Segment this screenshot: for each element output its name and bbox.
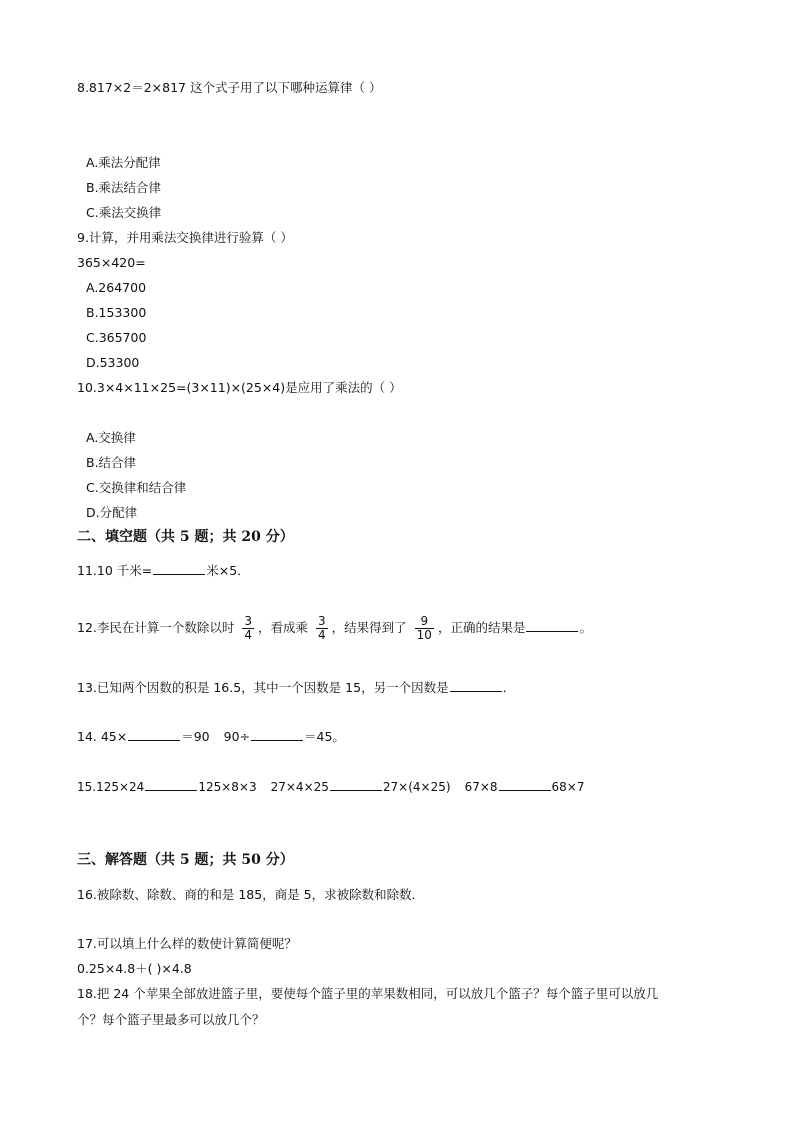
q12-text-1: 12.李民在计算一个数除以时 <box>77 620 235 635</box>
q8-option-a: A.乘法分配律 <box>86 155 161 170</box>
q9-expression: 365×420= <box>77 255 146 270</box>
q13 <box>77 679 515 697</box>
q15-text-2: 125×8×3 <box>198 780 257 794</box>
q12-blank[interactable] <box>526 619 578 632</box>
q12-fraction-1 <box>242 615 254 642</box>
q18-line-2: 个？每个篮子里最多可以放几个？ <box>77 1012 265 1027</box>
q9-stem: 9.计算，并用乘法交换律进行验算（ ） <box>77 230 293 245</box>
q12 <box>77 613 592 643</box>
q14-text-4: ＝45。 <box>304 729 345 744</box>
q11-text-2: 米×5． <box>206 563 250 578</box>
q15-blank-1[interactable] <box>145 778 197 791</box>
section-2-title: 二、填空题（共 5 题；共 20 分） <box>77 529 294 545</box>
q15-text-6: 68×7 <box>551 780 585 794</box>
q8-option-c: C.乘法交换律 <box>86 205 162 220</box>
fraction-denominator: 4 <box>244 628 253 642</box>
fraction-denominator: 4 <box>318 628 326 642</box>
q11-blank[interactable] <box>153 562 205 575</box>
q15-blank-2[interactable] <box>330 778 382 791</box>
section-3-title: 三、解答题（共 5 题；共 50 分） <box>77 852 294 868</box>
q15 <box>77 778 585 796</box>
q13-text-1: 13.已知两个因数的积是 16.5，其中一个因数是 15，另一个因数是 <box>77 680 449 695</box>
q9-option-c: C.365700 <box>86 330 147 345</box>
q12-fraction-2 <box>316 615 328 642</box>
q14-text-2: ＝90 <box>181 729 210 744</box>
q16-stem: 16.被除数、除数、商的和是 185，商是 5，求被除数和除数． <box>77 887 425 902</box>
q10-stem: 10.3×4×11×25=(3×11)×(25×4)是应用了乘法的（ ） <box>77 380 402 395</box>
q10-option-c: C.交换律和结合律 <box>86 480 187 495</box>
q14 <box>77 728 345 746</box>
q14-blank-1[interactable] <box>128 728 180 741</box>
fraction-numerator: 3 <box>318 614 326 628</box>
q15-text-5: 67×8 <box>464 780 498 794</box>
q15-text-4: 27×(4×25) <box>382 780 451 794</box>
q13-blank[interactable] <box>450 679 502 692</box>
q15-blank-3[interactable] <box>499 778 551 791</box>
q18-line-1: 18.把 24 个苹果全部放进篮子里，要使每个篮子里的苹果数相同，可以放几个篮子？每个篮子里可以放几 <box>77 986 659 1001</box>
q10-option-b: B.结合律 <box>86 455 137 470</box>
fraction-numerator: 3 <box>244 614 253 628</box>
q14-text-1: 14. 45× <box>77 729 128 744</box>
q9-option-b: B.153300 <box>86 305 147 320</box>
q8-stem: 8.817×2＝2×817 这个式子用了以下哪种运算律（ ） <box>77 80 382 95</box>
q12-text-2: ，看成乘 <box>258 620 309 635</box>
q13-text-2: ． <box>502 680 516 695</box>
q17-stem: 17.可以填上什么样的数使计算简便呢？ <box>77 936 297 951</box>
q8-option-b: B.乘法结合律 <box>86 180 162 195</box>
q12-text-3: ，结果得到了 <box>331 620 407 635</box>
fraction-numerator: 9 <box>420 614 429 628</box>
q14-text-3: 90÷ <box>223 729 251 744</box>
q9-option-d: D.53300 <box>86 355 140 370</box>
q14-blank-2[interactable] <box>251 728 303 741</box>
q12-text-5: 。 <box>579 620 592 635</box>
q17-expression: 0.25×4.8＋( )×4.8 <box>77 961 192 976</box>
q15-text-1: 15.125×24 <box>77 780 145 794</box>
q11 <box>77 562 250 580</box>
fraction-denominator: 10 <box>416 628 432 642</box>
q9-option-a: A.264700 <box>86 280 147 295</box>
q10-option-a: A.交换律 <box>86 430 136 445</box>
q10-option-d: D.分配律 <box>86 505 138 520</box>
q12-text-4: ，正确的结果是 <box>437 620 526 635</box>
q12-fraction-3 <box>415 615 434 642</box>
q15-text-3: 27×4×25 <box>270 780 329 794</box>
q11-text-1: 11.10 千米= <box>77 563 153 578</box>
